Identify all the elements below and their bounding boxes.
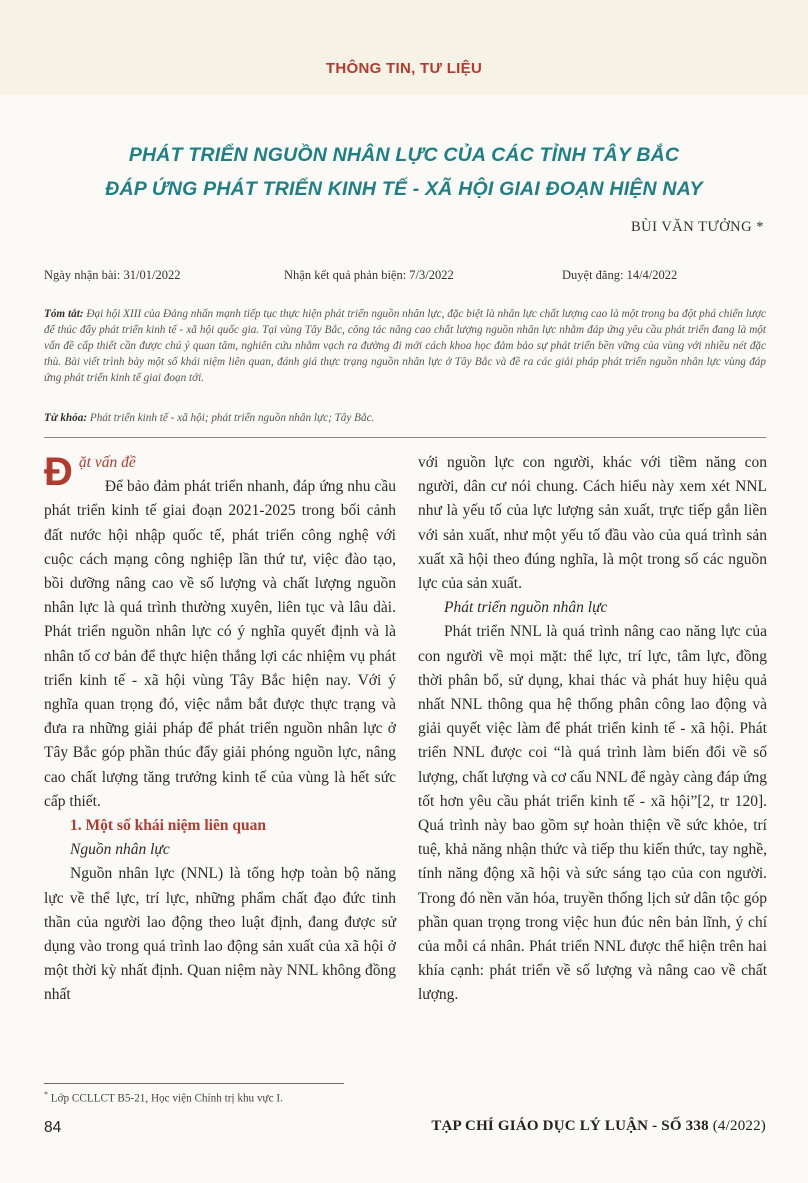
section-label: THÔNG TIN, TƯ LIỆU [325, 60, 483, 77]
footnote [44, 1090, 283, 1105]
abstract-label: Tóm tắt: [44, 308, 84, 320]
abstract-text: Đại hội XIII của Đảng nhấn mạnh tiếp tục thực hiện phát triển nguồn nhân lực, đặc biệt là nhân lực chất lượng cao là một trong ba đột phá chiến lược để thúc đẩy phát triển kinh tế - xã hội quốc gia. Tại vùng Tây Bắc, công tác nâng cao chất lượng nguồn nhân lực nhằm đáp ứng yêu cầu phát triển đang là một vấn đề cấp thiết cần được chú ý quan tâm, nghiên cứu nhằm vạch ra đường đi mới cách khoa học đảm bảo sự phát triển bền vững của vùng với nhiều nét đặc thù. Bài viết trình bày một số khái niệm liên quan, đánh giá thực trạng nguồn nhân lực ở Tây Bắc và đề ra các giải pháp phát triển nguồn nhân lực vùng đáp ứng phát triển kinh tế giai đoạn tới. [44, 308, 767, 384]
date-received: Ngày nhận bài: 31/01/2022 [44, 268, 181, 282]
dates-row [44, 268, 764, 286]
subheading-phat-trien-nnl: Phát triển nguồn nhân lực [444, 599, 608, 617]
keywords-text: Phát triển kinh tế - xã hội; phát triển nguồn nhân lực; Tây Bắc. [89, 412, 375, 424]
date-reviewed: Nhận kết quả phản biện: 7/3/2022 [284, 268, 454, 282]
journal-footer [431, 1118, 766, 1135]
title-line-2: ĐÁP ỨNG PHÁT TRIỂN KINH TẾ - XÃ HỘI GIAI ĐOẠN HIỆN NAY [105, 178, 703, 200]
journal-name: TẠP CHÍ GIÁO DỤC LÝ LUẬN - SỐ 338 [431, 1118, 709, 1134]
divider [44, 437, 766, 438]
abstract [44, 306, 766, 386]
paragraph-phat-trien-nnl: Phát triển NNL là quá trình nâng cao năng lực của con người về mọi mặt: thể lực, trí lực, tâm lực, đồng thời phân bổ, sử dụng, khai thác và phát huy hiệu quả nhất NNL thông qua hệ thống phân công lao động và giải quyết việc làm để phát triển kinh tế - xã hội. Phát triển NNL được coi “là quá trình làm biến đổi về số lượng, chất lượng và cơ cấu NNL để ngày càng đáp ứng tốt hơn yêu cầu phát triển kinh tế - xã hội”[2, tr 120]. Quá trình này bao gồm sự hoàn thiện về sức khỏe, trí tuệ, khả năng nhận thức và tiếp thu kiến thức, tay nghề, tính năng động xã hội và sức sáng tạo của con người. Trong đó nền văn hóa, truyền thống lịch sử dân tộc góp phần quan trọng trong việc hun đúc nên bản lĩnh, ý chí của mỗi cá nhân. Phát triển NNL được thể hiện trên hai khía cạnh: phát triển về số lượng và nâng cao về chất lượng. [418, 623, 767, 1004]
footnote-rule [44, 1083, 344, 1084]
article-title [0, 138, 808, 206]
footnote-text: Lớp CCLLCT B5-21, Học viện Chính trị khu vực I. [50, 1092, 283, 1105]
intro-heading-line [44, 450, 396, 494]
keywords [44, 412, 766, 424]
intro-paragraph: Để bảo đảm phát triển nhanh, đáp ứng nhu cầu phát triển kinh tế giai đoạn 2021-2025 trong bối cảnh đất nước hội nhập quốc tế, phát triển công nghệ với cuộc cách mạng công nghiệp lần thứ tư, việc đào tạo, bồi dưỡng nâng cao về số lượng và chất lượng nguồn nhân lực là quá trình thường xuyên, liên tục và lâu dài. Phát triển nguồn nhân lực có ý nghĩa quyết định và là nhân tố cơ bản để thực hiện thắng lợi các nhiệm vụ phát triển kinh tế - xã hội vùng Tây Bắc hiện nay. Với ý nghĩa quan trọng đó, việc nắm bắt được thực trạng và đưa ra những giải pháp để phát triển nguồn nhân lực ở Tây Bắc góp phần thúc đẩy giải phóng nguồn lực, nâng cao chất lượng tăng trưởng kinh tế của vùng là hết sức cấp thiết. [44, 478, 396, 810]
paragraph-nnl-definition: Nguồn nhân lực (NNL) là tổng hợp toàn bộ năng lực về thể lực, trí lực, những phẩm chất đạo đức tinh thần của người lao động theo luật định, đang được sử dụng vào trong quá trình lao động sản xuất của xã hội ở một thời kỳ nhất định. Quan niệm này NNL không đồng nhất [44, 865, 396, 1004]
date-approved: Duyệt đăng: 14/4/2022 [562, 268, 678, 282]
section-1-heading: 1. Một số khái niệm liên quan [70, 817, 266, 835]
paragraph-nnl-continued: với nguồn lực con người, khác với tiềm năng con người, dân cư nói chung. Cách hiểu này xem xét NNL như là yếu tố của lực lượng sản xuất, trực tiếp gắn liền với sản xuất, như một yếu tố đầu vào của quá trình sản xuất xã hội theo đúng nghĩa, là một trong số các nguồn lực của sản xuất. [418, 454, 767, 593]
column-right [418, 451, 767, 1008]
footnote-mark: * [44, 1090, 48, 1099]
title-line-1: PHÁT TRIỂN NGUỒN NHÂN LỰC CỦA CÁC TỈNH TÂY BẮC [128, 144, 680, 166]
keywords-label: Từ khóa: [44, 412, 88, 424]
page-number: 84 [44, 1119, 62, 1136]
author-name: BÙI VĂN TƯỞNG * [630, 219, 764, 235]
intro-heading: ặt vấn đề [78, 454, 136, 471]
subheading-nguon-nhan-luc: Nguồn nhân lực [70, 841, 170, 859]
dropcap: Đ [44, 450, 73, 494]
column-left [44, 451, 396, 1008]
header-band [0, 0, 808, 95]
journal-issue: (4/2022) [708, 1118, 766, 1134]
